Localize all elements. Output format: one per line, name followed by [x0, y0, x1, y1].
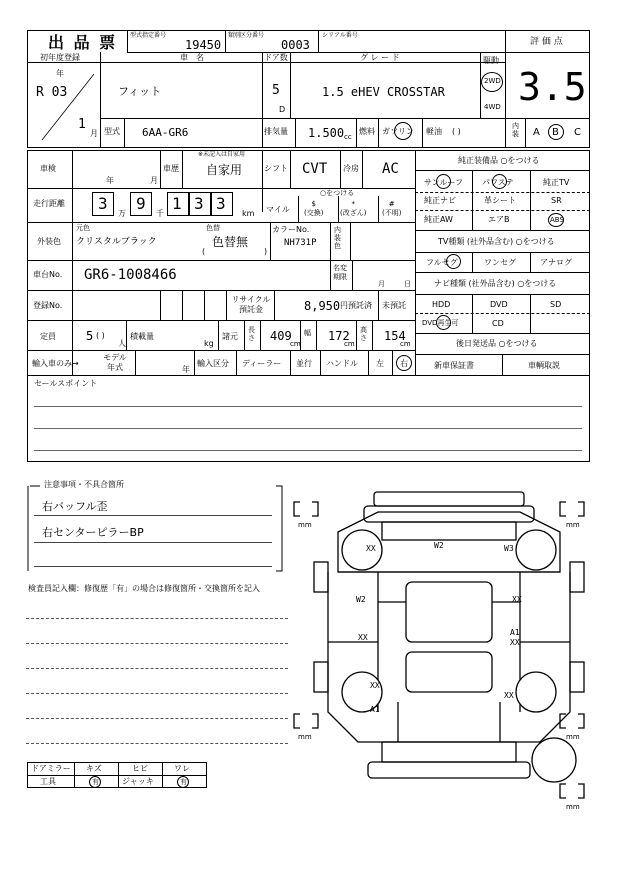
import-type-label: 輸入区分 — [197, 359, 229, 368]
dims-label: 諸元 — [222, 332, 238, 341]
recycle-unit: 円預託済 — [340, 301, 372, 310]
tv-analog: アナログ — [540, 258, 572, 267]
mileage-label: 走行距離 — [33, 199, 65, 208]
first-reg-year-mark: 年 — [56, 69, 64, 78]
recycle-label: リサイクル預託金 — [231, 295, 271, 314]
nav-dvd: DVD — [490, 300, 508, 309]
color-paren-open: ( — [202, 247, 206, 256]
interior-b: B — [552, 127, 559, 138]
mileage-modified: * (改ざん) — [340, 200, 367, 217]
ac: AC — [382, 161, 399, 177]
mileage-man: 万 — [118, 209, 126, 218]
mileage-km: km — [242, 209, 255, 218]
recycle-unpaid: 未預託 — [382, 301, 406, 310]
mm-rear-right: mm — [566, 733, 580, 741]
tv-fullseg-circle — [446, 254, 461, 269]
mileage-digit-3: 1 — [172, 194, 182, 213]
inspector-label: 検査員記入欄：修復歴「有」の場合は修復箇所・交換箇所を記入 — [28, 584, 260, 593]
color-code-label: カラーNo. — [272, 225, 310, 234]
mark-front-right: W3 — [504, 544, 514, 553]
length: 409 — [270, 329, 292, 343]
handle-label: ハンドル — [326, 359, 358, 368]
first-reg-month: 1 — [78, 117, 86, 132]
capacity: 5 — [86, 329, 94, 343]
later-warranty: 新車保証書 — [434, 361, 474, 370]
drive-4wd: 4WD — [484, 103, 501, 111]
height-label: 高さ — [360, 326, 367, 342]
length-label: 長さ — [248, 326, 255, 342]
color-label: 外装色 — [37, 237, 61, 246]
later-manual: 車輌取説 — [528, 361, 560, 370]
interior-label: 内装 — [512, 122, 519, 138]
mm-front-right: mm — [566, 521, 580, 529]
handle-left: 左 — [376, 359, 384, 368]
color-code: NH731P — [284, 238, 317, 248]
doors-label: ドア数 — [264, 53, 288, 62]
ac-label: 冷房 — [343, 164, 359, 173]
history-label: 車歴 — [163, 164, 179, 173]
door-suffix: D — [279, 105, 286, 114]
nav-cd: CD — [492, 319, 504, 328]
equipment-title: 純正装備品 ○をつける — [458, 156, 540, 165]
fuel-gas-circle — [394, 122, 412, 140]
serial-label: シリアル番号 — [322, 32, 358, 39]
tools-jack: ジャッキ — [122, 777, 154, 786]
load-label: 積載量 — [130, 332, 154, 341]
equip-sr: SR — [551, 196, 562, 205]
tools-crack: ヒビ — [132, 764, 148, 773]
mark-right-front-door: XX — [512, 595, 522, 604]
tv-title: TV種類 (社外品含む) ○をつける — [438, 237, 555, 246]
width: 172 — [328, 329, 350, 343]
mark-rear-bumper-left: A1 — [370, 705, 380, 714]
tools-tool-have: 有 — [92, 778, 99, 786]
nav-hdd: HDD — [432, 300, 451, 309]
color-paren-close: ) — [264, 247, 268, 256]
type-label: 型式 — [104, 127, 120, 136]
tools-jack-have: 有 — [180, 778, 187, 786]
equip-airbag: エアB — [488, 215, 510, 224]
name-label: 車 名 — [180, 53, 204, 62]
sales-point-label: セールスポイント — [34, 379, 98, 388]
length-unit: cm — [290, 340, 301, 348]
mileage-digit-4: 3 — [194, 194, 204, 213]
history: 自家用 — [206, 163, 243, 177]
displacement-unit: cc — [344, 133, 352, 141]
history-note: ※未記入は自家用 — [198, 151, 246, 158]
model-year-mark: 年 — [182, 365, 190, 374]
title-expiry-label: 名変期限 — [333, 264, 347, 281]
color-change-label: 色替 — [206, 224, 220, 232]
nav-title: ナビ種類 (社外品含む) ○をつける — [434, 279, 557, 288]
displacement: 1.500 — [308, 126, 345, 140]
equip-aw: 純正AW — [424, 215, 453, 224]
model-code-label: 型式指定番号 — [130, 32, 167, 39]
car-name: フィット — [118, 85, 162, 98]
type: 6AA-GR6 — [142, 126, 189, 139]
mark-left-front-door: W2 — [356, 595, 366, 604]
chassis-label: 車台No. — [33, 270, 63, 279]
equip-tv: 純正TV — [543, 178, 570, 187]
equip-power-steering: パワステ — [482, 178, 514, 187]
class-label: 類別区分番号 — [228, 32, 265, 39]
mm-front-left: mm — [298, 521, 312, 529]
capacity-unit: 人 — [118, 339, 126, 348]
equip-leather: 革シート — [484, 196, 516, 205]
equip-abs-circle — [548, 213, 564, 227]
mark-front-left: XX — [366, 544, 376, 553]
notes-label: 注意事項・不具合箇所 — [44, 480, 124, 489]
interior-c: C — [574, 127, 581, 138]
model-year-label: モデル年式 — [103, 353, 127, 372]
shaken-month-mark: 月 — [150, 176, 158, 185]
capacity-paren: ( ) — [96, 331, 105, 340]
import-dealer: ディーラー — [242, 359, 282, 368]
mark-right-rear-door: A1 XX — [510, 628, 520, 647]
form-title: 出 品 票 — [48, 33, 118, 52]
mileage-mark-note: ○をつける — [320, 189, 355, 197]
grade-score: 3.5 — [518, 65, 587, 109]
tv-fullseg: フルセグ — [426, 258, 458, 267]
mark-right-rear: XX — [504, 691, 514, 700]
equip-power-steering-circle — [492, 174, 507, 189]
interior-b-circle — [548, 124, 564, 140]
equip-abs: ABS — [550, 216, 564, 224]
drive-label: 駆動 — [483, 56, 499, 65]
color-orig-label: 元色 — [76, 224, 90, 232]
interior-a: A — [533, 127, 540, 138]
car-diagram — [288, 472, 608, 812]
drive-2wd-circle — [481, 72, 503, 92]
mark-hood: W2 — [434, 541, 444, 550]
width-unit: cm — [344, 340, 355, 348]
shaken-year-mark: 年 — [106, 176, 114, 185]
tools-door-mirror: ドアミラー — [31, 764, 71, 773]
class-code: 0003 — [281, 38, 310, 52]
title-expiry-month: 月 — [378, 280, 385, 288]
drive-2wd: 2WD — [484, 77, 501, 85]
grade: 1.5 eHEV CROSSTAR — [322, 85, 445, 99]
mileage-exchange: $ (交換) — [304, 200, 324, 217]
mileage-mile: マイル — [266, 205, 290, 214]
import-parallel: 並行 — [296, 359, 312, 368]
height-unit: cm — [400, 340, 411, 348]
equip-navi: 純正ナビ — [424, 196, 456, 205]
grade-score-label: 評 価 点 — [530, 37, 563, 47]
shaken-label: 車検 — [40, 164, 56, 173]
nav-dvd-play: DVD再生可 — [422, 319, 459, 327]
fuel-bracket: ( ) — [452, 127, 461, 136]
handle-right: 右 — [400, 359, 408, 368]
fuel-gas: ガソリン — [382, 127, 414, 136]
first-reg-month-mark: 月 — [90, 129, 98, 138]
color-change: 色替無 — [212, 235, 249, 249]
model-code: 19450 — [185, 38, 222, 52]
tv-oneseg: ワンセグ — [484, 258, 516, 267]
mm-rear-left: mm — [298, 733, 312, 741]
equip-sunroof-circle — [436, 174, 451, 189]
notes-line-2: 右センターピラーBP — [42, 526, 144, 539]
registration-label: 登録No. — [33, 301, 63, 310]
shift-label: シフト — [264, 164, 288, 173]
mileage-digit-2: 9 — [136, 194, 146, 213]
tools-tool: 工具 — [40, 777, 56, 786]
first-reg-era: R 03 — [36, 85, 68, 100]
fuel-light: 軽油 — [426, 127, 442, 136]
recycle-amount: 8,950 — [304, 299, 341, 313]
notes-line-1: 右バッフル歪 — [42, 500, 108, 513]
first-reg-label: 初年度登録 — [40, 53, 80, 62]
tools-scratch: キズ — [86, 764, 102, 773]
equip-sunroof: サンルーフ — [424, 178, 463, 187]
import-label: 輸入車のみ→ — [32, 359, 79, 368]
mileage-digit-1: 3 — [98, 194, 108, 213]
color-orig: クリスタルブラック — [76, 237, 157, 247]
mileage-digit-5: 3 — [216, 194, 226, 213]
mark-left-rear-door: XX — [358, 633, 368, 642]
interior-color-label: 内装色 — [334, 226, 341, 250]
handle-right-circle — [396, 355, 412, 371]
mileage-sen: 千 — [156, 209, 164, 218]
title-expiry-day: 日 — [404, 280, 411, 288]
mm-spare: mm — [566, 803, 580, 811]
shift: CVT — [302, 161, 328, 177]
later-title: 後日発送品 ○をつける — [456, 339, 538, 348]
tools-break: ワレ — [174, 764, 190, 773]
mark-left-rear: XX — [370, 681, 380, 690]
capacity-label: 定員 — [40, 332, 56, 341]
door-count: 5 — [272, 83, 280, 98]
load-unit: kg — [204, 339, 214, 348]
nav-sd: SD — [550, 300, 562, 309]
fuel-label: 燃料 — [359, 127, 375, 136]
mileage-unknown: # (不明) — [382, 200, 402, 217]
grade-label: グ レ ー ド — [360, 53, 400, 62]
displacement-label: 排気量 — [264, 127, 288, 136]
chassis-number: GR6-1008466 — [84, 267, 177, 283]
width-label: 幅 — [304, 329, 311, 337]
nav-dvd-play-circle — [436, 315, 451, 330]
height: 154 — [384, 329, 406, 343]
